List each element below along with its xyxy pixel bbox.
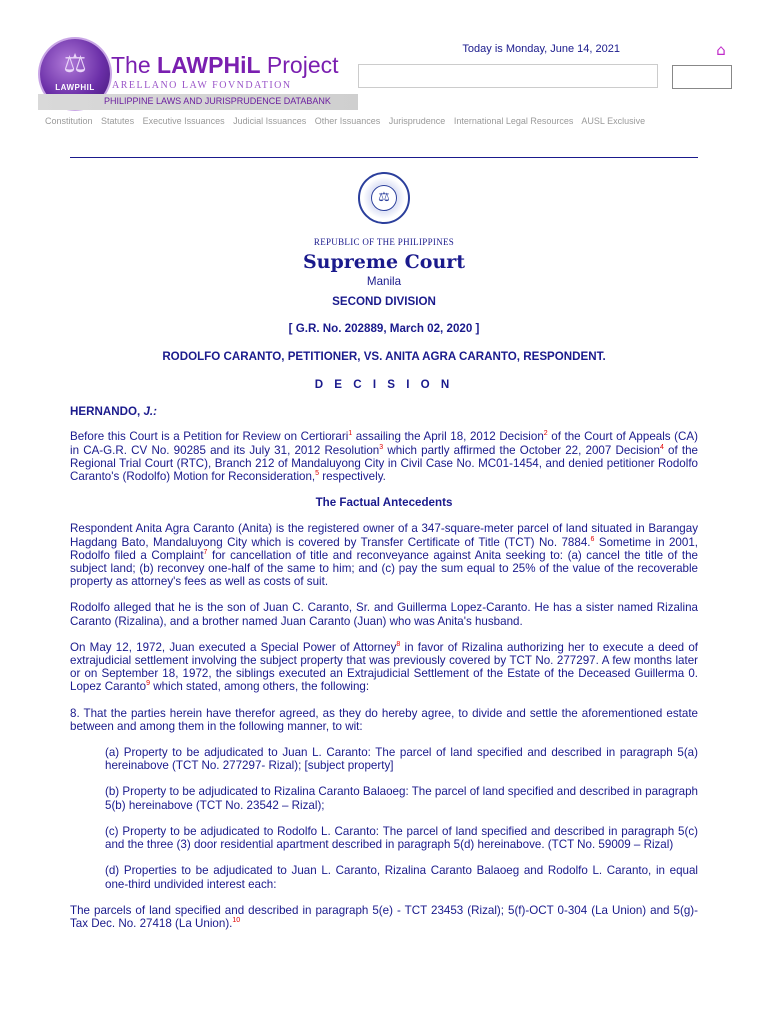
footnote-link[interactable]: 7 — [203, 548, 208, 556]
quote-item-b: (b) Property to be adjudicated to Rizalina Caranto Balaoeg: The parcel of land specified and described in paragraph 5(b) hereinabove (TCT No. 23542 – Rizal); — [105, 785, 698, 812]
scales-of-justice-icon: ⚖ — [63, 49, 87, 79]
today-date: Today is Monday, June 14, 2021 — [462, 43, 620, 55]
quote-item-a: (a) Property to be adjudicated to Juan L. Caranto: The parcel of land specified and described in paragraph 5(a) hereinabove (TCT No. 277297- Rizal); [subject property] — [105, 746, 698, 773]
title-suffix: Project — [260, 52, 339, 78]
text-run: which partly affirmed the October 22, 2007 Decision — [383, 443, 660, 457]
nav-item-statutes[interactable]: Statutes — [101, 116, 135, 126]
nav-item-other-issuances[interactable]: Other Issuances — [314, 116, 381, 126]
logo-text: LAWPHIL — [55, 83, 95, 92]
division-label: SECOND DIVISION — [332, 295, 436, 309]
text-run: for cancellation of title and reconveyance against Anita seeking to: (a) cancel the title of the subject land; (b) reconvey one-half of the same to him; and (c) pay the sum equal to 25% of the value of the recoverable property as attorney's fees as well as costs of suit. — [70, 548, 698, 589]
ponente — [70, 405, 698, 418]
decision-document — [70, 170, 698, 930]
court-city: Manila — [366, 275, 402, 289]
nav-item-international-legal-resources[interactable]: International Legal Resources — [453, 116, 574, 126]
paragraph-parcels — [70, 904, 698, 930]
footnote-link[interactable]: 10 — [232, 917, 241, 925]
header-divider — [70, 157, 698, 158]
main-nav — [45, 116, 745, 126]
footnote-link[interactable]: 2 — [543, 430, 548, 438]
republic-label: REPUBLIC OF THE PHILIPPINES — [313, 237, 455, 247]
text-run: respectively. — [319, 470, 386, 484]
site-header — [0, 0, 768, 135]
quote-item-c: (c) Property to be adjudicated to Rodolfo L. Caranto: The parcel of land specified and described in paragraph 5(c) and the three (3) door residential apartment described in paragraph 5(d) hereinabove. (TCT No. 59009 – Rizal) — [105, 824, 698, 852]
paragraph-facts-2: Rodolfo alleged that he is the son of Juan C. Caranto, Sr. and Guillerma Lopez-Caranto. He has a sister named Rizalina Caranto (Rizalina), and a brother named Juan Caranto (Juan) who was Anita's husband. — [70, 601, 698, 628]
search-input[interactable] — [358, 64, 658, 88]
footnote-link[interactable]: 4 — [659, 443, 664, 451]
text-run: of the Court of Appeals (CA) in CA-G.R. CV No. 90285 and its July 31, 2012 Resolution — [70, 430, 698, 457]
text-run: Sometime in 2001, Rodolfo filed a Complaint — [70, 535, 698, 562]
paragraph-facts-1 — [70, 522, 698, 588]
case-number: [ G.R. No. 202889, March 02, 2020 ] — [288, 321, 480, 335]
text-run: Before this Court is a Petition for Review on Certiorari — [70, 430, 349, 444]
quote-item-d: (d) Properties to be adjudicated to Juan L. Caranto, Rizalina Caranto Balaoeg and Rodolfo L. Caranto, in equal one-third undivided interest each: — [105, 864, 698, 891]
decision-label: D E C I S I O N — [314, 378, 454, 392]
home-icon[interactable]: ⌂ — [716, 41, 726, 59]
nav-item-jurisprudence[interactable]: Jurisprudence — [388, 116, 446, 126]
foundation-name: ARELLANO LAW FOVNDATION — [112, 80, 292, 91]
nav-item-executive-issuances[interactable]: Executive Issuances — [142, 116, 225, 126]
footnote-link[interactable]: 5 — [315, 470, 320, 478]
paragraph-intro — [70, 430, 698, 483]
databank-label: PHILIPPINE LAWS AND JURISPRUDENCE DATABANK — [104, 96, 331, 106]
case-parties: RODOLFO CARANTO, PETITIONER, VS. ANITA AGRA CARANTO, RESPONDENT. — [162, 349, 606, 363]
ponente-suffix: J.: — [143, 405, 157, 419]
title-brand: LAWPHiL — [157, 52, 261, 78]
search-button[interactable] — [672, 65, 732, 89]
court-name: Supreme Court — [302, 251, 466, 274]
title-prefix: The — [111, 52, 158, 78]
site-title[interactable] — [111, 52, 339, 79]
text-run: assailing the April 18, 2012 Decision — [352, 430, 544, 444]
text-run: Respondent Anita Agra Caranto (Anita) is the registered owner of a 347-square-meter parcel of land situated in Barangay Hagdang Bato, Mandaluyong City which is covered by Transfer Certificate of Title (TCT) No. 7884. — [70, 522, 698, 549]
nav-item-judicial-issuances[interactable]: Judicial Issuances — [233, 116, 307, 126]
footnote-link[interactable]: 1 — [348, 430, 353, 438]
text-run: of the Regional Trial Court (RTC), Branch 212 of Mandaluyong City in Civil Case No. MC01-1454, and denied petitioner Rodolfo Caranto's (Rodolfo) Motion for Reconsideration, — [70, 443, 698, 484]
text-run: The parcels of land specified and described in paragraph 5(e) - TCT 23453 (Rizal); 5(f)-OCT 0-304 (La Union) and 5(g)-Tax Dec. No. 27418 (La Union). — [70, 903, 698, 930]
text-run: which stated, among others, the following: — [149, 680, 370, 694]
footnote-link[interactable]: 3 — [379, 443, 384, 451]
seal-emblem-icon: ⚖ — [371, 185, 397, 211]
section-heading-facts: The Factual Antecedents — [315, 496, 453, 510]
footnote-link[interactable]: 8 — [396, 641, 401, 648]
nav-item-constitution[interactable]: Constitution — [45, 116, 93, 126]
text-run: in favor of Rizalina authorizing her to execute a deed of extrajudicial settlement involving the subject property that was previously covered by TCT No. 277297. A few months later or on September 18, 1972, the siblings executed an Extrajudicial Settlement of the Estate of the Deceased Guillerma 0. Lopez Caranto — [70, 640, 698, 694]
ponente-name: HERNANDO, — [70, 405, 141, 419]
footnote-link[interactable]: 9 — [146, 680, 150, 688]
paragraph-facts-3 — [70, 641, 698, 694]
nav-item-ausl-exclusive[interactable]: AUSL Exclusive — [581, 116, 646, 126]
text-run: On May 12, 1972, Juan executed a Special Power of Attorney — [70, 640, 397, 654]
court-heading — [70, 172, 698, 391]
paragraph-settlement: 8. That the parties herein have therefor agreed, as they do hereby agree, to divide and settle the aforementioned estate between and among them in the following manner, to wit: — [70, 706, 698, 733]
footnote-link[interactable]: 6 — [590, 535, 595, 543]
supreme-court-seal-icon — [358, 172, 410, 224]
